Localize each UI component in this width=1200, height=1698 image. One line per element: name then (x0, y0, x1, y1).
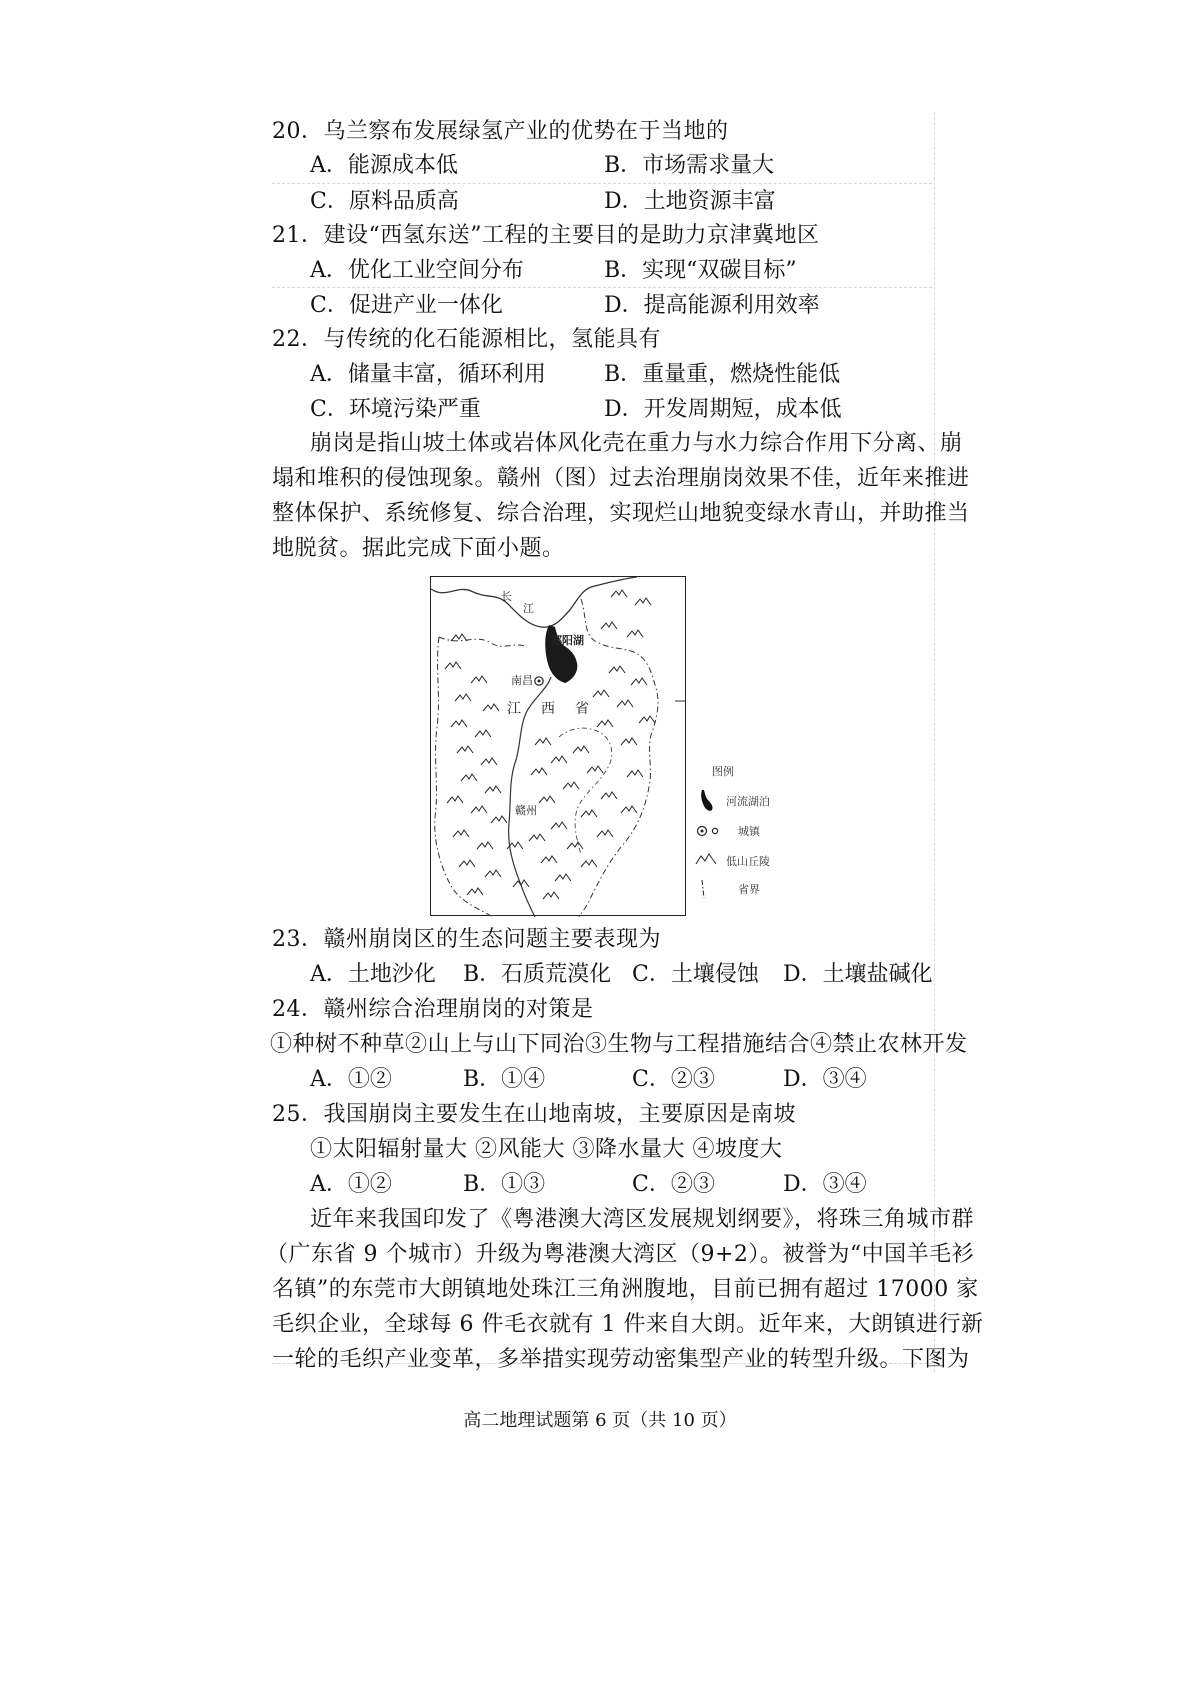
legend-hills-symbol (694, 852, 720, 866)
question-21-stem: 21．建设“西氢东送”工程的主要目的是助力京津冀地区 (272, 223, 820, 248)
q23-option-a: A．土地沙化 (310, 962, 436, 987)
legend-title: 图例 (712, 765, 734, 778)
q24-statements: ①种树不种草②山上与山下同治③生物与工程措施结合④禁止农林开发 (270, 1032, 968, 1057)
jiangxi-map (430, 576, 686, 916)
legend-town-symbol (696, 824, 722, 838)
q20-option-a: A．能源成本低 (310, 153, 458, 178)
q25-option-d: D．③④ (783, 1172, 867, 1197)
q23-option-d: D．土壤盐碱化 (783, 962, 933, 987)
q24-option-a: A．①② (310, 1067, 392, 1092)
q22-option-d: D．开发周期短，成本低 (604, 397, 842, 422)
q21-option-b: B．实现“双碳目标” (604, 258, 797, 283)
margin-guide (934, 112, 935, 1372)
q25-option-b: B．①③ (463, 1172, 546, 1197)
passage-dalang-line-4: 毛织企业，全球每 6 件毛衣就有 1 件来自大朗。近年来，大朗镇进行新 (272, 1312, 984, 1337)
question-23-stem: 23．赣州崩岗区的生态问题主要表现为 (272, 927, 661, 952)
passage-bengang-line-2: 塌和堆积的侵蚀现象。赣州（图）过去治理崩岗效果不佳，近年来推进 (272, 466, 970, 491)
q23-option-b: B．石质荒漠化 (463, 962, 612, 987)
q22-option-c: C．环境污染严重 (310, 397, 481, 422)
passage-bengang-line-4: 地脱贫。据此完成下面小题。 (272, 536, 565, 561)
legend-river-label: 河流湖泊 (726, 795, 770, 808)
q21-option-d: D．提高能源利用效率 (604, 293, 820, 318)
map-label-poyang-lake: 鄱阳湖 (551, 634, 584, 647)
guide-line (272, 183, 932, 184)
legend-border-symbol (698, 878, 718, 900)
question-20-stem: 20．乌兰察布发展绿氢产业的优势在于当地的 (272, 119, 729, 144)
q21-option-c: C．促进产业一体化 (310, 293, 503, 318)
q23-option-c: C．土壤侵蚀 (632, 962, 759, 987)
yangtze-river (431, 577, 637, 627)
nanchang-symbol-inner (538, 680, 541, 683)
q24-option-d: D．③④ (783, 1067, 867, 1092)
passage-bengang-line-3: 整体保护、系统修复、综合治理，实现烂山地貌变绿水青山，并助推当 (272, 501, 970, 526)
map-label-jiang: 江 (507, 701, 521, 717)
passage-dalang-line-5: 一轮的毛织产业变革，多举措实现劳动密集型产业的转型升级。下图为 (272, 1347, 970, 1372)
passage-bengang-line-1: 崩岗是指山坡土体或岩体风化壳在重力与水力综合作用下分离、崩 (310, 431, 963, 456)
guide-line (272, 287, 932, 288)
legend-hills-label: 低山丘陵 (726, 855, 770, 868)
passage-dalang-line-1: 近年来我国印发了《粤港澳大湾区发展规划纲要》，将珠三角城市群 (310, 1207, 975, 1232)
question-25-stem: 25．我国崩岗主要发生在山地南坡，主要原因是南坡 (272, 1102, 796, 1127)
q25-statements: ①太阳辐射量大 ②风能大 ③降水量大 ④坡度大 (310, 1137, 783, 1162)
q20-option-b: B．市场需求量大 (604, 153, 775, 178)
map-label-nanchang: 南昌 (511, 674, 533, 687)
map-label-changjiang-2: 江 (523, 602, 534, 615)
map-label-xi: 西 (541, 701, 555, 717)
question-24-stem: 24．赣州综合治理崩岗的对策是 (272, 997, 594, 1022)
q21-option-a: A．优化工业空间分布 (310, 258, 524, 283)
map-label-ganzhou: 赣州 (515, 804, 537, 817)
page-footer: 高二地理试题第 6 页（共 10 页） (463, 1410, 737, 1431)
q25-option-c: C．②③ (632, 1172, 715, 1197)
passage-dalang-line-2: （广东省 9 个城市）升级为粤港澳大湾区（9+2）。被誉为“中国羊毛衫 (266, 1242, 975, 1267)
q25-option-a: A．①② (310, 1172, 392, 1197)
passage-dalang-line-3: 名镇”的东莞市大朗镇地处珠江三角洲腹地，目前已拥有超过 17000 家 (272, 1277, 979, 1302)
jiangxi-map-drawing (431, 577, 687, 917)
q20-option-d: D．土地资源丰富 (604, 189, 776, 214)
legend-border-label: 省界 (738, 883, 760, 896)
map-label-sheng: 省 (575, 701, 589, 717)
question-22-stem: 22．与传统的化石能源相比，氢能具有 (272, 327, 661, 352)
q24-option-b: B．①④ (463, 1067, 546, 1092)
map-label-changjiang-1: 长 (501, 590, 512, 603)
q20-option-c: C．原料品质高 (310, 189, 459, 214)
legend-town-label: 城镇 (738, 825, 760, 838)
q24-option-c: C．②③ (632, 1067, 715, 1092)
legend-river-symbol (696, 788, 720, 814)
q22-option-b: B．重量重，燃烧性能低 (604, 362, 841, 387)
q22-option-a: A．储量丰富，循环利用 (310, 362, 546, 387)
